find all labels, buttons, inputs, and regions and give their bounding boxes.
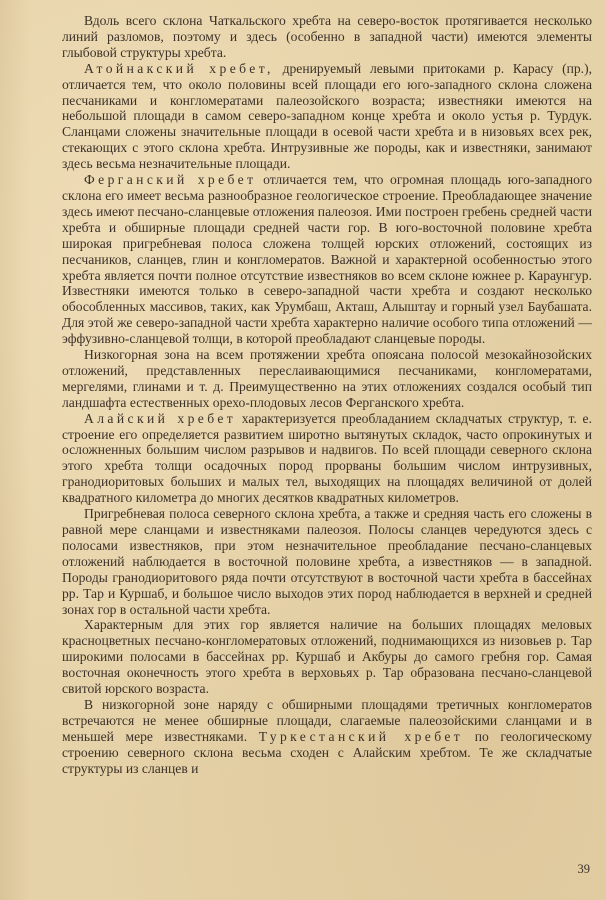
paragraph-text: В низкогорной зоне наряду с обширными площадями третичных конгломератов встречаются не менее обширные площади, слагаемые палеозойскими сланцами и в меньшей мере известняками. xyxy=(62,696,592,744)
paragraph-fergana xyxy=(62,172,592,347)
paragraph-atoinak xyxy=(62,61,592,172)
paragraph-text: Вдоль всего склона Чаткальского хребта на северо-восток протягивается несколько линий разломов, поэтому и здесь (особенно в западной части) имеются элементы глыбовой структуры хребта. xyxy=(62,13,592,60)
page-body xyxy=(62,13,592,777)
paragraph-text: дренируемый левыми притоками р. Карасу (пр.), отличается тем, что около половины всей площади его юго-западного склона сложена песчаниками и конгломератами палеозойского возраста; известняки имеются на небольшой площади в самом северо-западном конце хребта и около устья р. Турдук. Сланцами сложены значительные площади в осевой части хребта и в низовьях всех рек, стекающих с этого склона хребта. Интрузивные же породы, как и известняки, занимают здесь весьма незначительные площади. xyxy=(62,60,592,172)
range-name-turkestan: Туркестанский хребет xyxy=(258,728,464,744)
paragraph-alai xyxy=(62,411,592,506)
paragraph-chatkal xyxy=(62,13,592,61)
range-name-alai: Алайский хребет xyxy=(84,410,237,426)
paragraph-turkestan xyxy=(62,697,592,777)
paragraph-text: отличается тем, что огромная площадь юго-западного склона его имеет весьма разнообразное геологическое строение. Преобладающее значение здесь имеют песчано-сланцевые отложения палеозоя. Ими построен гребень средней части хребта и обширные площади средней части гор. В юго-восточной половине хребта широкая пригребневая полоса сложена толщей юрских отложений, состоящих из песчаников, сланцев, глин и конгломератов. Важной и характерной особенностью этого хребта является почти полное отсутствие известняков во всем склоне южнее р. Караунгур. Известняки имеются только в северо-западной части хребта и создают несколько обособленных массивов, таких, как Урумбаш, Акташ, Алыштау и горный узел Баубашата. Для этой же северо-западной части хребта характерно наличие особого типа отложений — эффузивно-сланцевой толщи, в которой преобладают сланцевые породы. xyxy=(62,172,592,347)
paragraph-text: характеризуется преобладанием складчатых структур, т. е. строение его определяется развитием широтно вытянутых складок, часто опрокинутых и осложненных большим числом разрывов и надвигов. По всей площади северного склона этого хребта толщи осадочных пород прорваны большим числом интрузивных, гранодиоритовых больших и малых тел, выходящих на площадях величиной от долей квадратного километра до многих десятков квадратных километров. xyxy=(62,410,592,506)
range-name-fergana: Ферганский хребет xyxy=(84,172,257,188)
paragraph-cretaceous xyxy=(62,617,592,697)
range-name-atoinak: Атойнакский хребет, xyxy=(84,60,274,76)
paragraph-text: Характерным для этих гор является наличие на больших площадях меловых красноцветных песчано-конгломератовых отложений, поднимающихся из низовьев р. Тар широкими полосами в бассейнах рр. Куршаб и Акбуры до самого гребня гор. Самая восточная оконечность этого хребта в верховьях р. Тар образована песчано-сланцевой свитой юрского возраста. xyxy=(62,617,592,697)
paragraph-lowland-zone xyxy=(62,347,592,411)
paragraph-text: по геологическому строению северного склона весьма сходен с Алайским хребтом. Те же складчатые структуры из сланцев и xyxy=(62,728,592,776)
paragraph-text: Низкогорная зона на всем протяжении хребта опоясана полосой мезокайнозойских отложений, представленных переслаивающимися песчаниками, конгломератами, мергелями, глинами и т. д. Преимущественно на этих отложениях создался особый тип ландшафта естественных орехо-плодовых лесов Ферганского хребта. xyxy=(62,347,592,410)
paragraph-ridge-belt xyxy=(62,506,592,617)
paragraph-text: Пригребневая полоса северного склона хребта, а также и средняя часть его сложены в равной мере сланцами и известняками палеозоя. Полосы сланцев чередуются здесь с полосами известняков, при этом незначительное преобладание песчано-сланцевых отложений наблюдается в восточной половине хребта, а известняков — в западной. Породы гранодиоритового ряда почти отсутствуют в восточной части хребта в бассейнах рр. Тар и Куршаб, и большое число выходов этих пород наблюдается в верхней и средней зонах гор в остальной части хребта. xyxy=(62,506,592,617)
page-number: 39 xyxy=(577,862,590,876)
